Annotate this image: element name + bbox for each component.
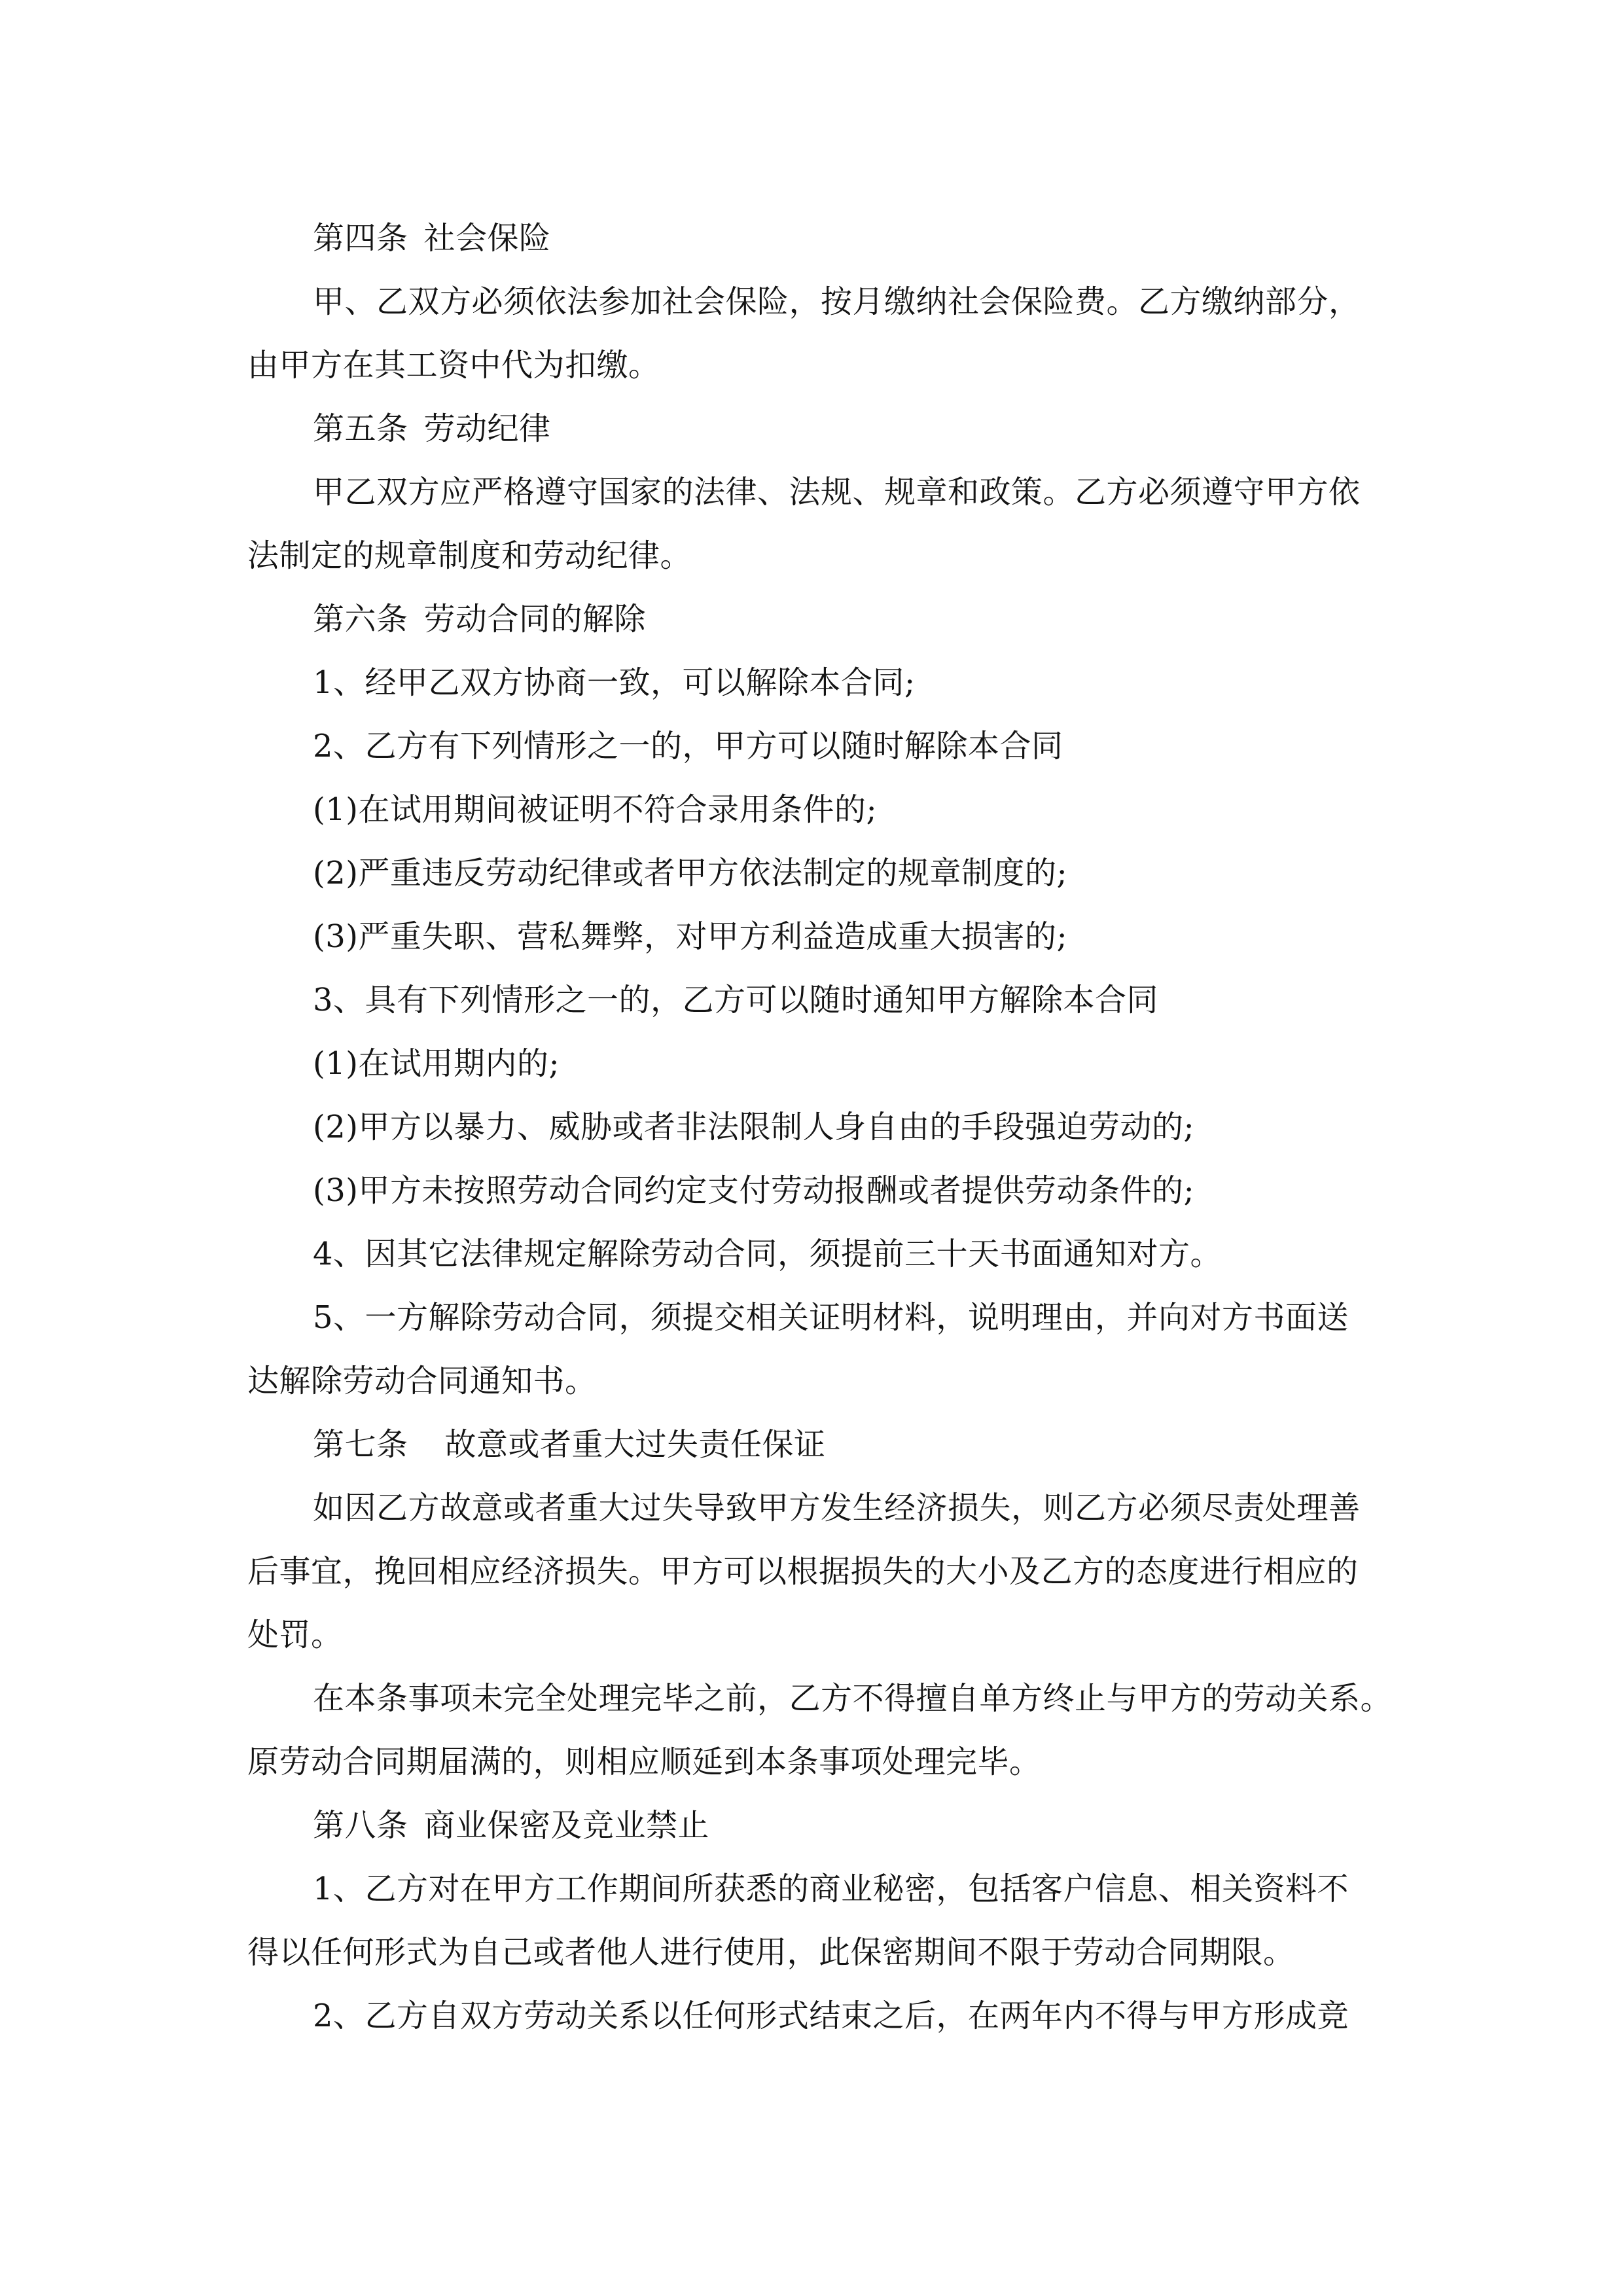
paragraph-line: 得以任何形式为自己或者他人进行使用，此保密期间不限于劳动合同期限。 — [247, 1934, 1295, 1971]
sub-list-item: (3)严重失职、营私舞弊，对甲方利益造成重大损害的; — [313, 918, 1068, 955]
paragraph-line: 达解除劳动合同通知书。 — [247, 1363, 597, 1399]
sub-list-item: (3)甲方未按照劳动合同约定支付劳动报酬或者提供劳动条件的; — [313, 1172, 1195, 1209]
article-4-heading — [247, 207, 1380, 270]
sub-list-item: (1)在试用期间被证明不符合录用条件的; — [313, 791, 878, 828]
article-title: 商业保密及竞业禁止 — [423, 1807, 710, 1844]
list-item: 3、具有下列情形之一的，乙方可以随时通知甲方解除本合同 — [313, 982, 1159, 1018]
article-7-heading — [247, 1413, 1380, 1477]
paragraph-line: 在本条事项未完全处理完毕之前，乙方不得擅自单方终止与甲方的劳动关系。 — [313, 1680, 1393, 1717]
list-item: 1、经甲乙双方协商一致，可以解除本合同; — [313, 664, 916, 701]
list-item: 1、乙方对在甲方工作期间所获悉的商业秘密，包括客户信息、相关资料不 — [313, 1871, 1349, 1907]
article-number: 第四条 — [313, 220, 408, 257]
article-number: 第七条 — [313, 1426, 408, 1463]
article-number: 第五条 — [313, 410, 408, 447]
list-item: 2、乙方有下列情形之一的，甲方可以随时解除本合同 — [313, 728, 1063, 764]
paragraph-line: 处罚。 — [247, 1617, 343, 1653]
article-6-heading — [247, 588, 1380, 651]
article-title: 劳动合同的解除 — [423, 601, 647, 637]
article-number: 第八条 — [313, 1807, 408, 1844]
sub-list-item: (2)严重违反劳动纪律或者甲方依法制定的规章制度的; — [313, 855, 1068, 891]
sub-list-item: (2)甲方以暴力、威胁或者非法限制人身自由的手段强迫劳动的; — [313, 1109, 1195, 1145]
article-number: 第六条 — [313, 601, 408, 637]
paragraph-line: 甲乙双方应严格遵守国家的法律、法规、规章和政策。乙方必须遵守甲方依 — [313, 474, 1361, 511]
document-body — [247, 207, 1393, 2048]
sub-list-item: (1)在试用期内的; — [313, 1045, 560, 1082]
paragraph-line: 甲、乙双方必须依法参加社会保险，按月缴纳社会保险费。乙方缴纳部分， — [313, 283, 1361, 320]
list-item: 5、一方解除劳动合同，须提交相关证明材料，说明理由，并向对方书面送 — [313, 1299, 1349, 1336]
paragraph-line: 由甲方在其工资中代为扣缴。 — [247, 347, 660, 384]
article-title: 劳动纪律 — [423, 410, 551, 447]
article-8-heading — [247, 1794, 1380, 1857]
paragraph-line: 如因乙方故意或者重大过失导致甲方发生经济损失，则乙方必须尽责处理善 — [313, 1490, 1361, 1526]
list-item: 2、乙方自双方劳动关系以任何形式结束之后，在两年内不得与甲方形成竞 — [313, 1998, 1349, 2034]
paragraph-line: 法制定的规章制度和劳动纪律。 — [247, 537, 692, 574]
list-item: 4、因其它法律规定解除劳动合同，须提前三十天书面通知对方。 — [313, 1236, 1222, 1272]
article-5-heading — [247, 397, 1380, 461]
article-title: 社会保险 — [423, 220, 551, 257]
paragraph-line: 原劳动合同期届满的，则相应顺延到本条事项处理完毕。 — [247, 1744, 1041, 1780]
paragraph-line: 后事宜，挽回相应经济损失。甲方可以根据损失的大小及乙方的态度进行相应的 — [247, 1553, 1359, 1590]
article-title: 故意或者重大过失责任保证 — [444, 1426, 826, 1463]
